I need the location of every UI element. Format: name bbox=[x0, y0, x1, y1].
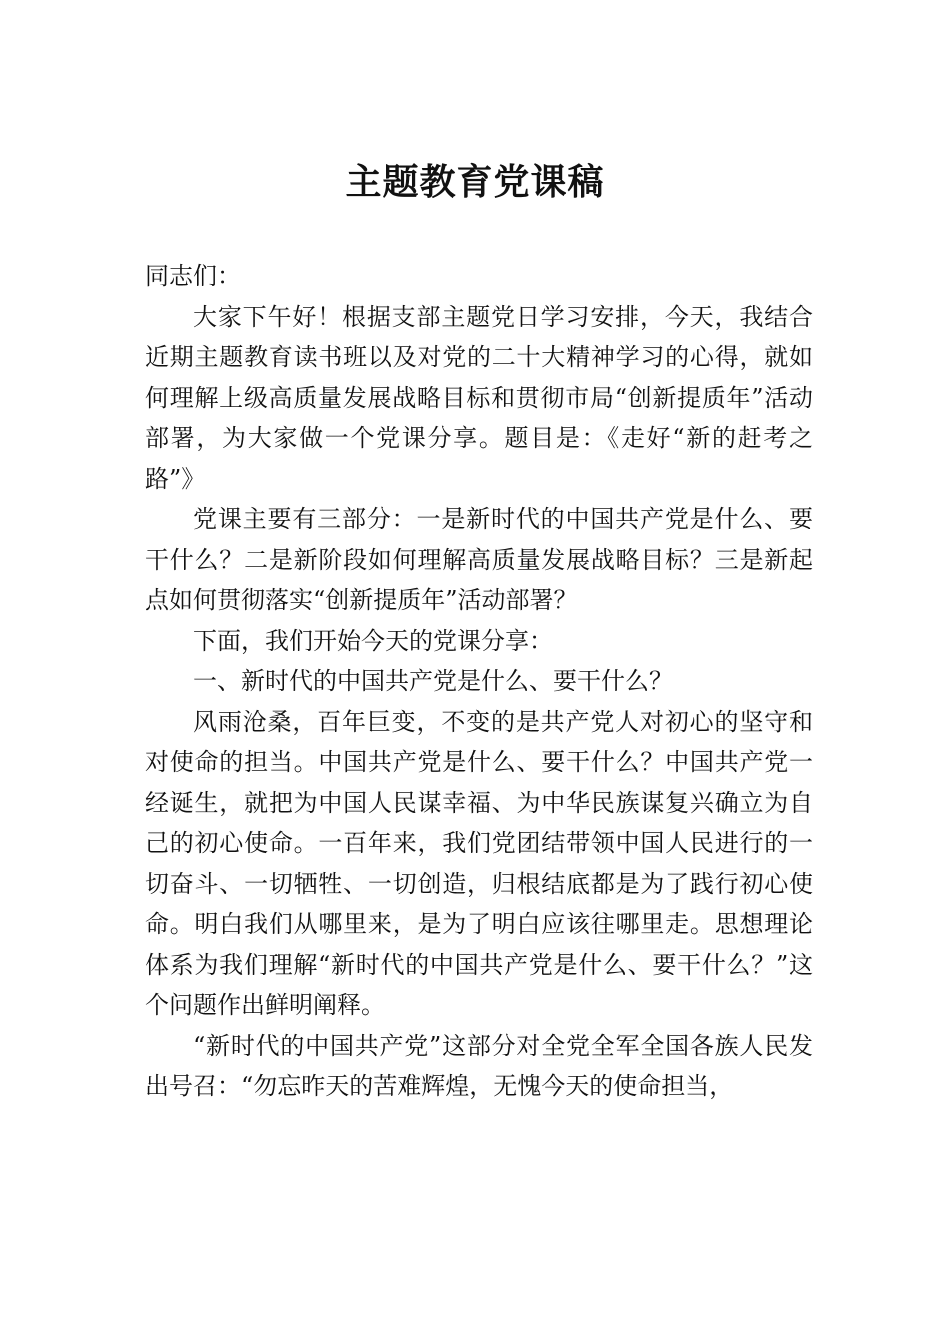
paragraph-intro: 大家下午好！根据支部主题党日学习安排，今天，我结合近期主题教育读书班以及对党的二十大精神学习的心得，就如何理解上级高质量发展战略目标和贯彻市局“创新提质年”活动部署，为大家做一个党课分享。题目是：《走好“新的赶考之路”》 bbox=[145, 302, 813, 493]
paragraph-outline: 党课主要有三部分：一是新时代的中国共产党是什么、要干什么？二是新阶段如何理解高质量发展战略目标？三是新起点如何贯彻落实“创新提质年”活动部署？ bbox=[145, 505, 813, 614]
paragraph-section-continuation: “新时代的中国共产党”这部分对全党全军全国各族人民发出号召：“勿忘昨天的苦难辉煌，无愧今天的使命担当， bbox=[145, 1031, 813, 1100]
salutation: 同志们： bbox=[145, 262, 241, 290]
paragraph-start: 下面，我们开始今天的党课分享： bbox=[193, 626, 553, 655]
section-heading: 一、新时代的中国共产党是什么、要干什么？ bbox=[193, 667, 673, 695]
paragraph-section-body: 风雨沧桑，百年巨变，不变的是共产党人对初心的坚守和对使命的担当。中国共产党是什么、要干什么？中国共产党一经诞生，就把为中国人民谋幸福、为中华民族谋复兴确立为自己的初心使命。一百年来，我们党团结带领中国人民进行的一切奋斗、一切牺牲、一切创造，归根结底都是为了践行初心使命。明白我们从哪里来，是为了明白应该往哪里走。思想理论体系为我们理解“新时代的中国共产党是什么、要干什么？”这个问题作出鲜明阐释。 bbox=[145, 707, 813, 1019]
document-title: 主题教育党课稿 bbox=[345, 161, 605, 203]
document-body bbox=[145, 256, 813, 1107]
